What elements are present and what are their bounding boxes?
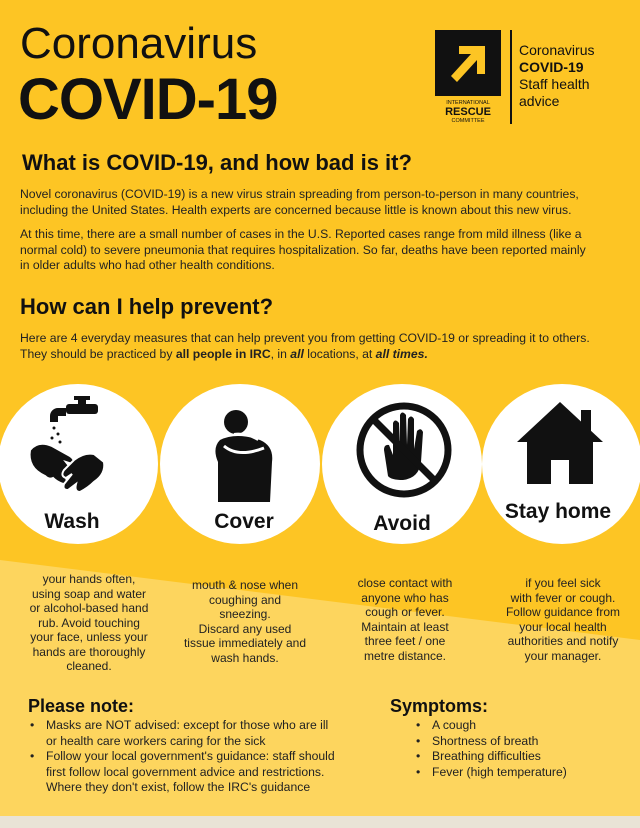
irc-logo-icon (435, 30, 501, 124)
symptoms-list (410, 718, 610, 780)
avoid-line: cough or fever. (365, 605, 445, 619)
logo-text-committee: COMMITTEE (451, 118, 485, 124)
note-heading: Please note: (28, 696, 135, 716)
staff-line-2: COVID-19 (519, 59, 584, 75)
wash-label: Wash (44, 510, 100, 533)
wash-line: hands are thoroughly (32, 644, 146, 659)
avoid-line: anyone who has (361, 590, 449, 605)
avoid-line: three feet / one (364, 634, 446, 648)
logo-text-international: INTERNATIONAL (446, 100, 490, 106)
wash-line: rub. Avoid touching (38, 615, 140, 630)
irc-logo (435, 30, 501, 124)
staff-line-4: advice (519, 93, 560, 109)
cough-cover-icon (210, 408, 276, 504)
wash-line: your hands often, (42, 572, 136, 586)
avoid-label: Avoid (373, 512, 431, 535)
note-line: first follow local government advice and restrictions. (46, 764, 325, 779)
para1-line2: including the United States. Health experts are concerned because little is known about this new virus. (20, 202, 572, 217)
para2-line1: At this time, there are a small number of cases in the U.S. Reported cases range from mild illness (like a (20, 227, 582, 241)
intro-mid-2: locations, at (303, 346, 376, 361)
intro-bold-3: all times. (375, 346, 428, 361)
intro-mid-1: , in (270, 346, 291, 361)
symptom-item: • A cough (410, 718, 610, 734)
staff-line-1: Coronavirus (519, 42, 595, 58)
wash-description (14, 572, 164, 674)
cover-description (170, 578, 320, 665)
bottom-edge (0, 816, 640, 828)
stay-home-label: Stay home (504, 500, 612, 523)
cover-line: sneezing. (219, 607, 271, 621)
cover-line: tissue immediately and (183, 636, 307, 650)
stay-home-line: your manager. (524, 648, 602, 663)
stay-home-line: with fever or cough. (510, 590, 616, 605)
cover-line: wash hands. (211, 650, 279, 665)
what-paragraph-2 (20, 227, 630, 274)
symptoms-heading: Symptoms: (390, 696, 489, 716)
staff-line-3: Staff health (519, 76, 590, 92)
no-touch-icon (354, 400, 454, 500)
avoid-line: close contact with (357, 576, 453, 590)
logo-text-rescue: RESCUE (445, 106, 491, 118)
wash-line: using soap and water (31, 586, 147, 601)
symptom-item: • Shortness of breath (410, 734, 610, 750)
para1-line1: Novel coronavirus (COVID-19) is a new virus strain spreading from person-to-person in many countries, (20, 187, 579, 201)
cover-line: mouth & nose when (191, 578, 299, 592)
staff-advice-label (519, 42, 594, 110)
prevent-heading: How can I help prevent? (20, 294, 274, 319)
header-divider (510, 30, 512, 124)
avoid-description (330, 576, 480, 663)
note-item-masks (24, 718, 384, 749)
cover-line: coughing and (208, 592, 282, 607)
intro-bold-1: all people in IRC (175, 346, 271, 361)
stay-home-line: if you feel sick (525, 576, 601, 590)
what-heading: What is COVID-19, and how bad is it? (22, 150, 412, 175)
note-line: or health care workers caring for the sick (46, 733, 266, 748)
wash-line: cleaned. (66, 659, 112, 673)
avoid-line: metre distance. (363, 648, 447, 663)
avoid-line: Maintain at least (361, 619, 449, 634)
cover-label: Cover (214, 510, 274, 533)
wash-line: or alcohol-based hand (29, 601, 149, 615)
intro-line1: Here are 4 everyday measures that can help prevent you from getting COVID-19 or spreading it to others. (20, 331, 590, 345)
para2-line3: in older adults who had other health conditions. (20, 258, 275, 272)
note-item-guidance (24, 749, 384, 796)
intro-pre: They should be practiced by (20, 346, 176, 361)
what-paragraph-1 (20, 187, 630, 218)
note-line: • Follow your local government's guidance: staff should (46, 749, 335, 763)
note-line: • Masks are NOT advised: except for those who are ill (46, 718, 329, 732)
wash-line: your face, unless your (30, 630, 148, 644)
note-line: Where they don't exist, follow the IRC's guidance (46, 780, 311, 794)
cover-line: Discard any used (198, 621, 292, 636)
title-coronavirus: Coronavirus (20, 19, 258, 68)
intro-line2 (20, 347, 635, 363)
note-list (24, 718, 384, 796)
intro-bold-2: all (290, 346, 304, 361)
stay-home-line: your local health (519, 619, 607, 634)
symptom-item: • Fever (high temperature) (410, 765, 610, 781)
stay-home-line: Follow guidance from (505, 605, 621, 619)
stay-home-description (488, 576, 638, 663)
handwash-icon (24, 396, 114, 506)
house-icon (515, 398, 605, 488)
symptom-item: • Breathing difficulties (410, 749, 610, 765)
para2-line2: normal cold) to severe pneumonia that requires hospitalization. So far, deaths have been reported mainly (20, 242, 586, 257)
title-covid19: COVID-19 (18, 67, 278, 132)
prevent-intro (20, 331, 635, 362)
stay-home-line: authorities and notify (507, 634, 619, 648)
